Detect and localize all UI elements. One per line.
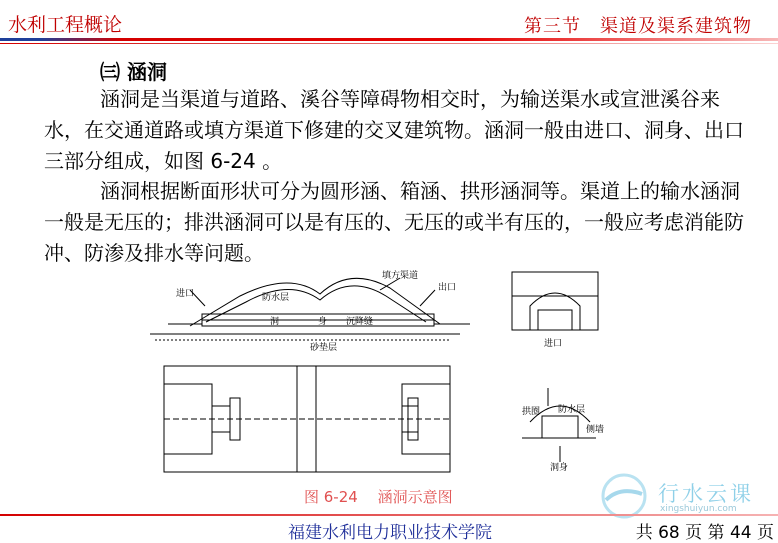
label-side-wall: 侧墙 — [586, 425, 605, 435]
culvert-diagram — [150, 266, 605, 492]
paragraph-1-text: 涵洞是当渠道与道路、溪谷等障碍物相交时，为输送渠水或宣泄溪谷来水，在交通道路或填方渠道下修建的交叉建筑物。涵洞一般由进口、洞身、出口三部分组成，如图 6-24 。 — [44, 87, 744, 173]
footer-divider — [0, 514, 778, 516]
paragraph-2-text: 涵洞根据断面形状可分为圆形涵、箱涵、拱形涵洞等。渠道上的输水涵洞一般是无压的；排洪涵洞可以是有压的、无压的或半有压的，一般应考虑消能防冲、防渗及排水等问题。 — [44, 179, 744, 265]
label-gravel-bed: 砂垫层 — [310, 343, 338, 353]
logo-url: xingshuiyun.com — [660, 504, 737, 514]
label-culvert-2: 身 — [318, 317, 328, 327]
label-outlet: 出口 — [438, 283, 457, 293]
header-divider-thin — [0, 43, 778, 44]
label-settlement-joint: 沉降缝 — [346, 317, 374, 327]
wave-logo-icon — [598, 470, 654, 520]
logo-text: 行水云课 — [658, 482, 754, 506]
label-fill-canal: 填方渠道 — [382, 271, 419, 281]
figure-caption: 图 6-24 涵洞示意图 — [304, 488, 453, 506]
label-inlet-section: 进口 — [544, 339, 563, 349]
paragraph-2 — [44, 176, 744, 269]
label-inlet: 进口 — [176, 289, 195, 299]
label-culvert-body: 洞身 — [550, 463, 569, 473]
subsection-heading: ㈢ 涵洞 — [100, 60, 167, 84]
label-culvert-1: 洞 — [270, 317, 280, 327]
header-divider — [0, 38, 778, 41]
label-arch-ring: 拱圈 — [522, 407, 541, 417]
paragraph-1 — [44, 84, 744, 177]
course-title: 水利工程概论 — [8, 14, 123, 36]
label-waterproof: 防水层 — [262, 293, 290, 303]
section-title: 第三节 渠道及渠系建筑物 — [524, 16, 752, 37]
label-waterproof-2: 防水层 — [558, 405, 586, 415]
school-name: 福建水利电力职业技术学院 — [288, 523, 492, 543]
page-indicator: 共 68 页 第 44 页 — [635, 523, 774, 543]
